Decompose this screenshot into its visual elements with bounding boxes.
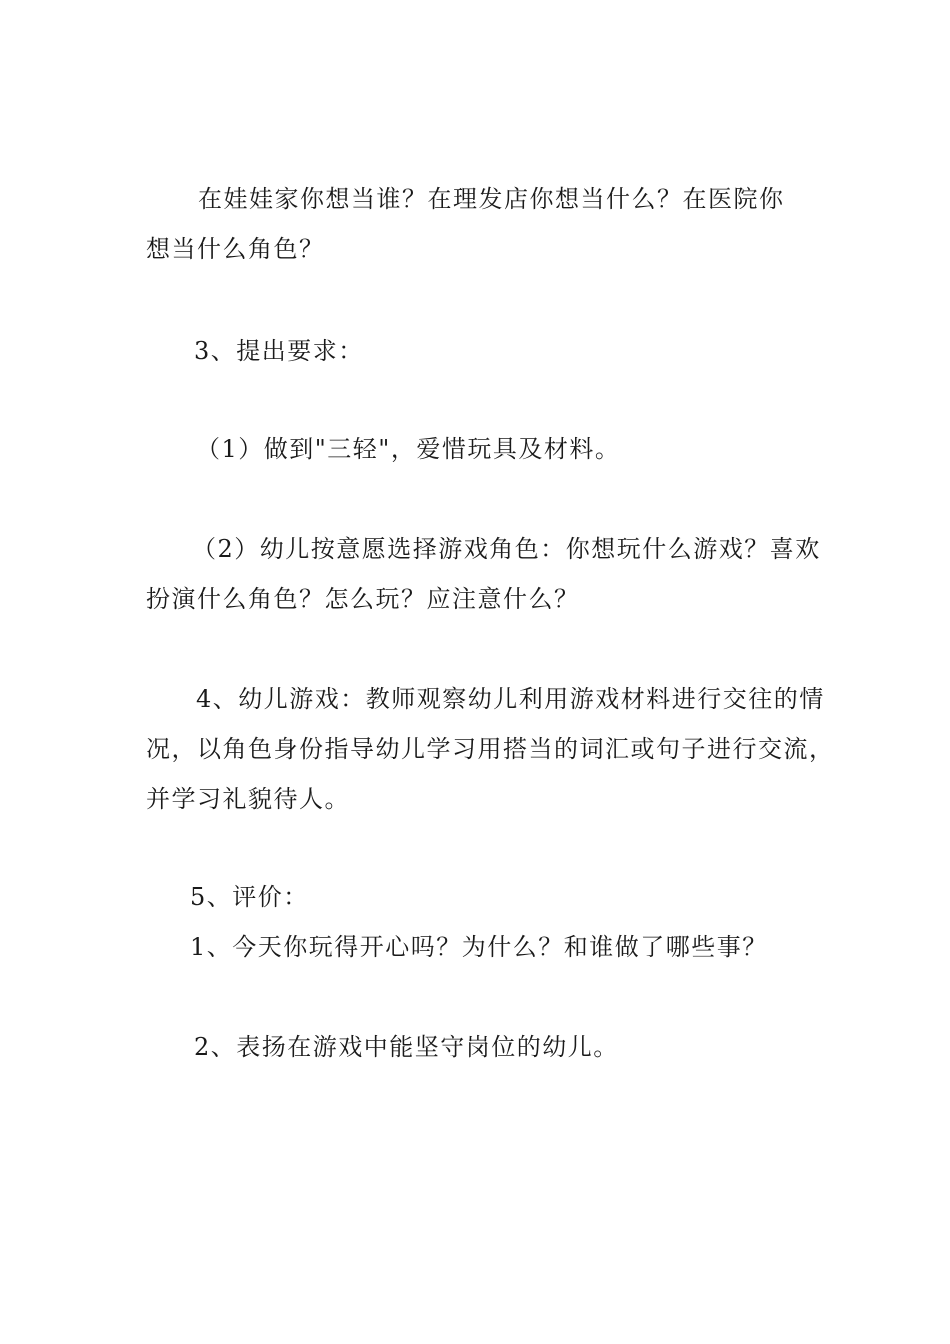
paragraph-line: 1、今天你玩得开心吗？为什么？和谁做了哪些事？ [190, 933, 768, 961]
paragraph-line: （1）做到"三轻"，爱惜玩具及材料。 [196, 435, 621, 463]
paragraph-line: 并学习礼貌待人。 [146, 785, 350, 813]
paragraph-line: 扮演什么角色？怎么玩？应注意什么？ [146, 585, 580, 613]
section-heading: 4、幼儿游戏：教师观察幼儿利用游戏材料进行交往的情 [196, 685, 825, 713]
paragraph-line: 在娃娃家你想当谁？在理发店你想当什么？在医院你 [198, 185, 785, 213]
section-heading: 3、提出要求： [194, 337, 364, 365]
section-heading: 5、评价： [190, 883, 309, 911]
paragraph-line: （2）幼儿按意愿选择游戏角色：你想玩什么游戏？喜欢 [192, 535, 821, 563]
paragraph-line: 想当什么角色？ [146, 235, 325, 263]
paragraph-line: 况，以角色身份指导幼儿学习用搭当的词汇或句子进行交流， [146, 735, 835, 763]
paragraph-line: 2、表扬在游戏中能坚守岗位的幼儿。 [194, 1033, 619, 1061]
